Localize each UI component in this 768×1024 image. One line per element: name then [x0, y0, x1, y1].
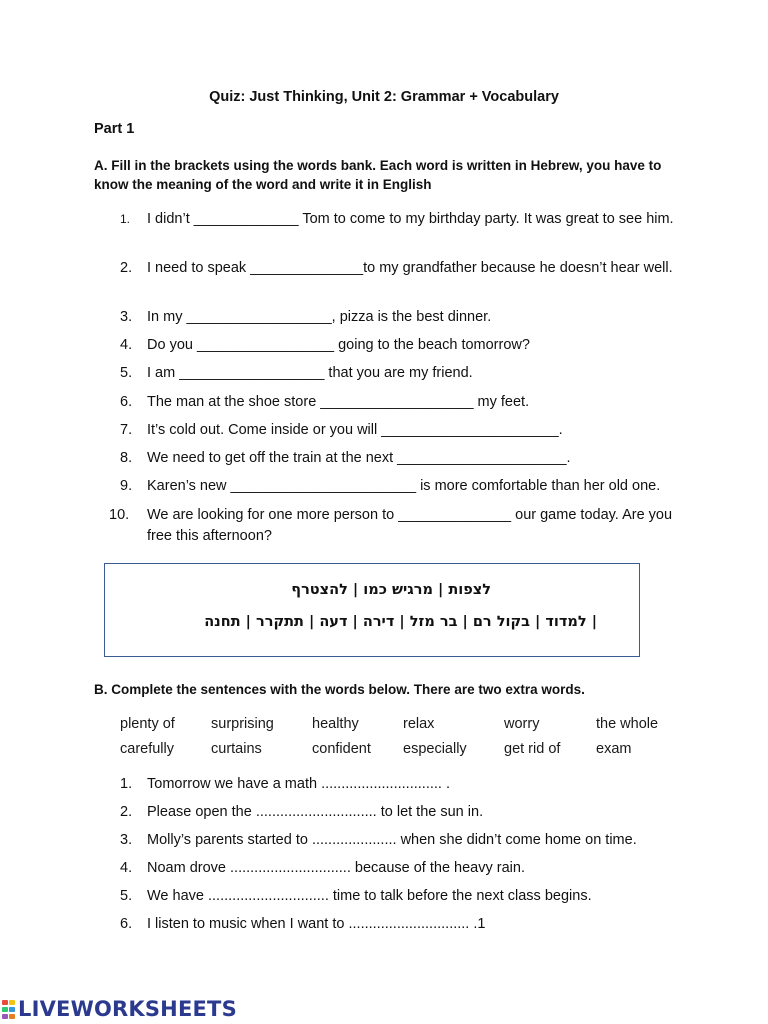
question-text: I listen to music when I want to .............................. .1: [147, 916, 486, 932]
question-text: Please open the .............................. to let the sun in.: [147, 804, 484, 820]
hebrew-bank-line-1: לצפות | מרגיש כמו | להצטרף: [291, 582, 491, 598]
question-a-1: 1. I didn’t _____________ Tom to come to my birthday party. It was great to see him.: [120, 211, 674, 227]
page-title: Quiz: Just Thinking, Unit 2: Grammar + Vocabulary: [209, 89, 559, 105]
question-b-3: 3. Molly’s parents started to ..................... when she didn’t come home on time.: [120, 832, 637, 848]
word-bank-item: the whole: [596, 716, 659, 732]
question-a-4: 4. Do you _________________ going to the beach tomorrow?: [120, 337, 530, 353]
question-a-10: 10. We are looking for one more person to ______________ our game today. Are you free this afternoon?: [109, 507, 673, 544]
question-text: I need to speak ______________to my grandfather because he doesn’t hear well.: [147, 260, 673, 276]
question-text: The man at the shoe store ___________________ my feet.: [147, 394, 530, 410]
word-bank-item: plenty of: [120, 716, 175, 732]
section-a-instruction: A. Fill in the brackets using the words bank. Each word is written in Hebrew, you have to know the meaning of the word and write it in English: [94, 158, 662, 192]
question-a-2: 2. I need to speak ______________to my grandfather because he doesn’t hear well.: [120, 260, 673, 276]
question-b-4: 4. Noam drove .............................. because of the heavy rain.: [120, 860, 525, 876]
question-a-9: 9. Karen’s new _______________________ is more comfortable than her old one.: [120, 478, 661, 494]
question-text: I didn’t _____________ Tom to come to my birthday party. It was great to see him.: [147, 211, 674, 227]
word-bank-item: especially: [403, 741, 467, 757]
question-a-5: 5. I am __________________ that you are my friend.: [120, 365, 473, 381]
word-bank-item: surprising: [211, 716, 274, 732]
word-bank-item: relax: [403, 716, 435, 732]
question-b-6: 6. I listen to music when I want to .............................. .1: [120, 916, 486, 932]
question-text: Karen’s new _______________________ is more comfortable than her old one.: [147, 478, 661, 494]
word-bank-item: carefully: [120, 741, 174, 757]
question-b-1: 1. Tomorrow we have a math .............................. .: [120, 776, 450, 792]
part-heading: Part 1: [94, 121, 135, 137]
question-a-8: 8. We need to get off the train at the next _____________________.: [120, 450, 571, 466]
logo-text: LIVEWORKSHEETS: [18, 997, 237, 1021]
question-text: We have .............................. time to talk before the next class begins.: [147, 888, 592, 904]
question-a-6: 6. The man at the shoe store ___________________ my feet.: [120, 394, 530, 410]
question-text: Noam drove .............................. because of the heavy rain.: [147, 860, 525, 876]
question-text: Molly’s parents started to ..................... when she didn’t come home on time.: [147, 832, 637, 848]
question-a-7: 7. It’s cold out. Come inside or you will ______________________.: [120, 422, 563, 438]
hebrew-bank-line-2: | למדוד | בקול רם | בר מזל | דירה | דעה | תתקרר | תחנה: [204, 614, 597, 630]
section-b-instruction: B. Complete the sentences with the words below. There are two extra words.: [94, 682, 585, 697]
question-text: In my __________________, pizza is the best dinner.: [147, 309, 492, 325]
word-bank-item: get rid of: [504, 741, 561, 757]
hebrew-word-bank: [104, 563, 640, 657]
question-text: Do you _________________ going to the beach tomorrow?: [147, 337, 530, 353]
liveworksheets-logo: [2, 997, 237, 1021]
word-bank-item: curtains: [211, 741, 262, 757]
question-text: We need to get off the train at the next _____________________.: [147, 450, 571, 466]
question-b-2: 2. Please open the .............................. to let the sun in.: [120, 804, 484, 820]
logo-icon: [2, 998, 16, 1020]
question-b-5: 5. We have .............................. time to talk before the next class begins.: [120, 888, 592, 904]
word-bank-item: exam: [596, 741, 632, 757]
question-text: I am __________________ that you are my friend.: [147, 365, 473, 381]
question-text: Tomorrow we have a math .............................. .: [147, 776, 450, 792]
question-text: We are looking for one more person to ______________ our game today. Are you free this afternoon?: [147, 507, 673, 544]
word-bank-item: confident: [312, 741, 371, 757]
word-bank-item: worry: [504, 716, 540, 732]
question-text: It’s cold out. Come inside or you will ______________________.: [147, 422, 563, 438]
question-a-3: 3. In my __________________, pizza is the best dinner.: [120, 309, 492, 325]
word-bank-item: healthy: [312, 716, 359, 732]
